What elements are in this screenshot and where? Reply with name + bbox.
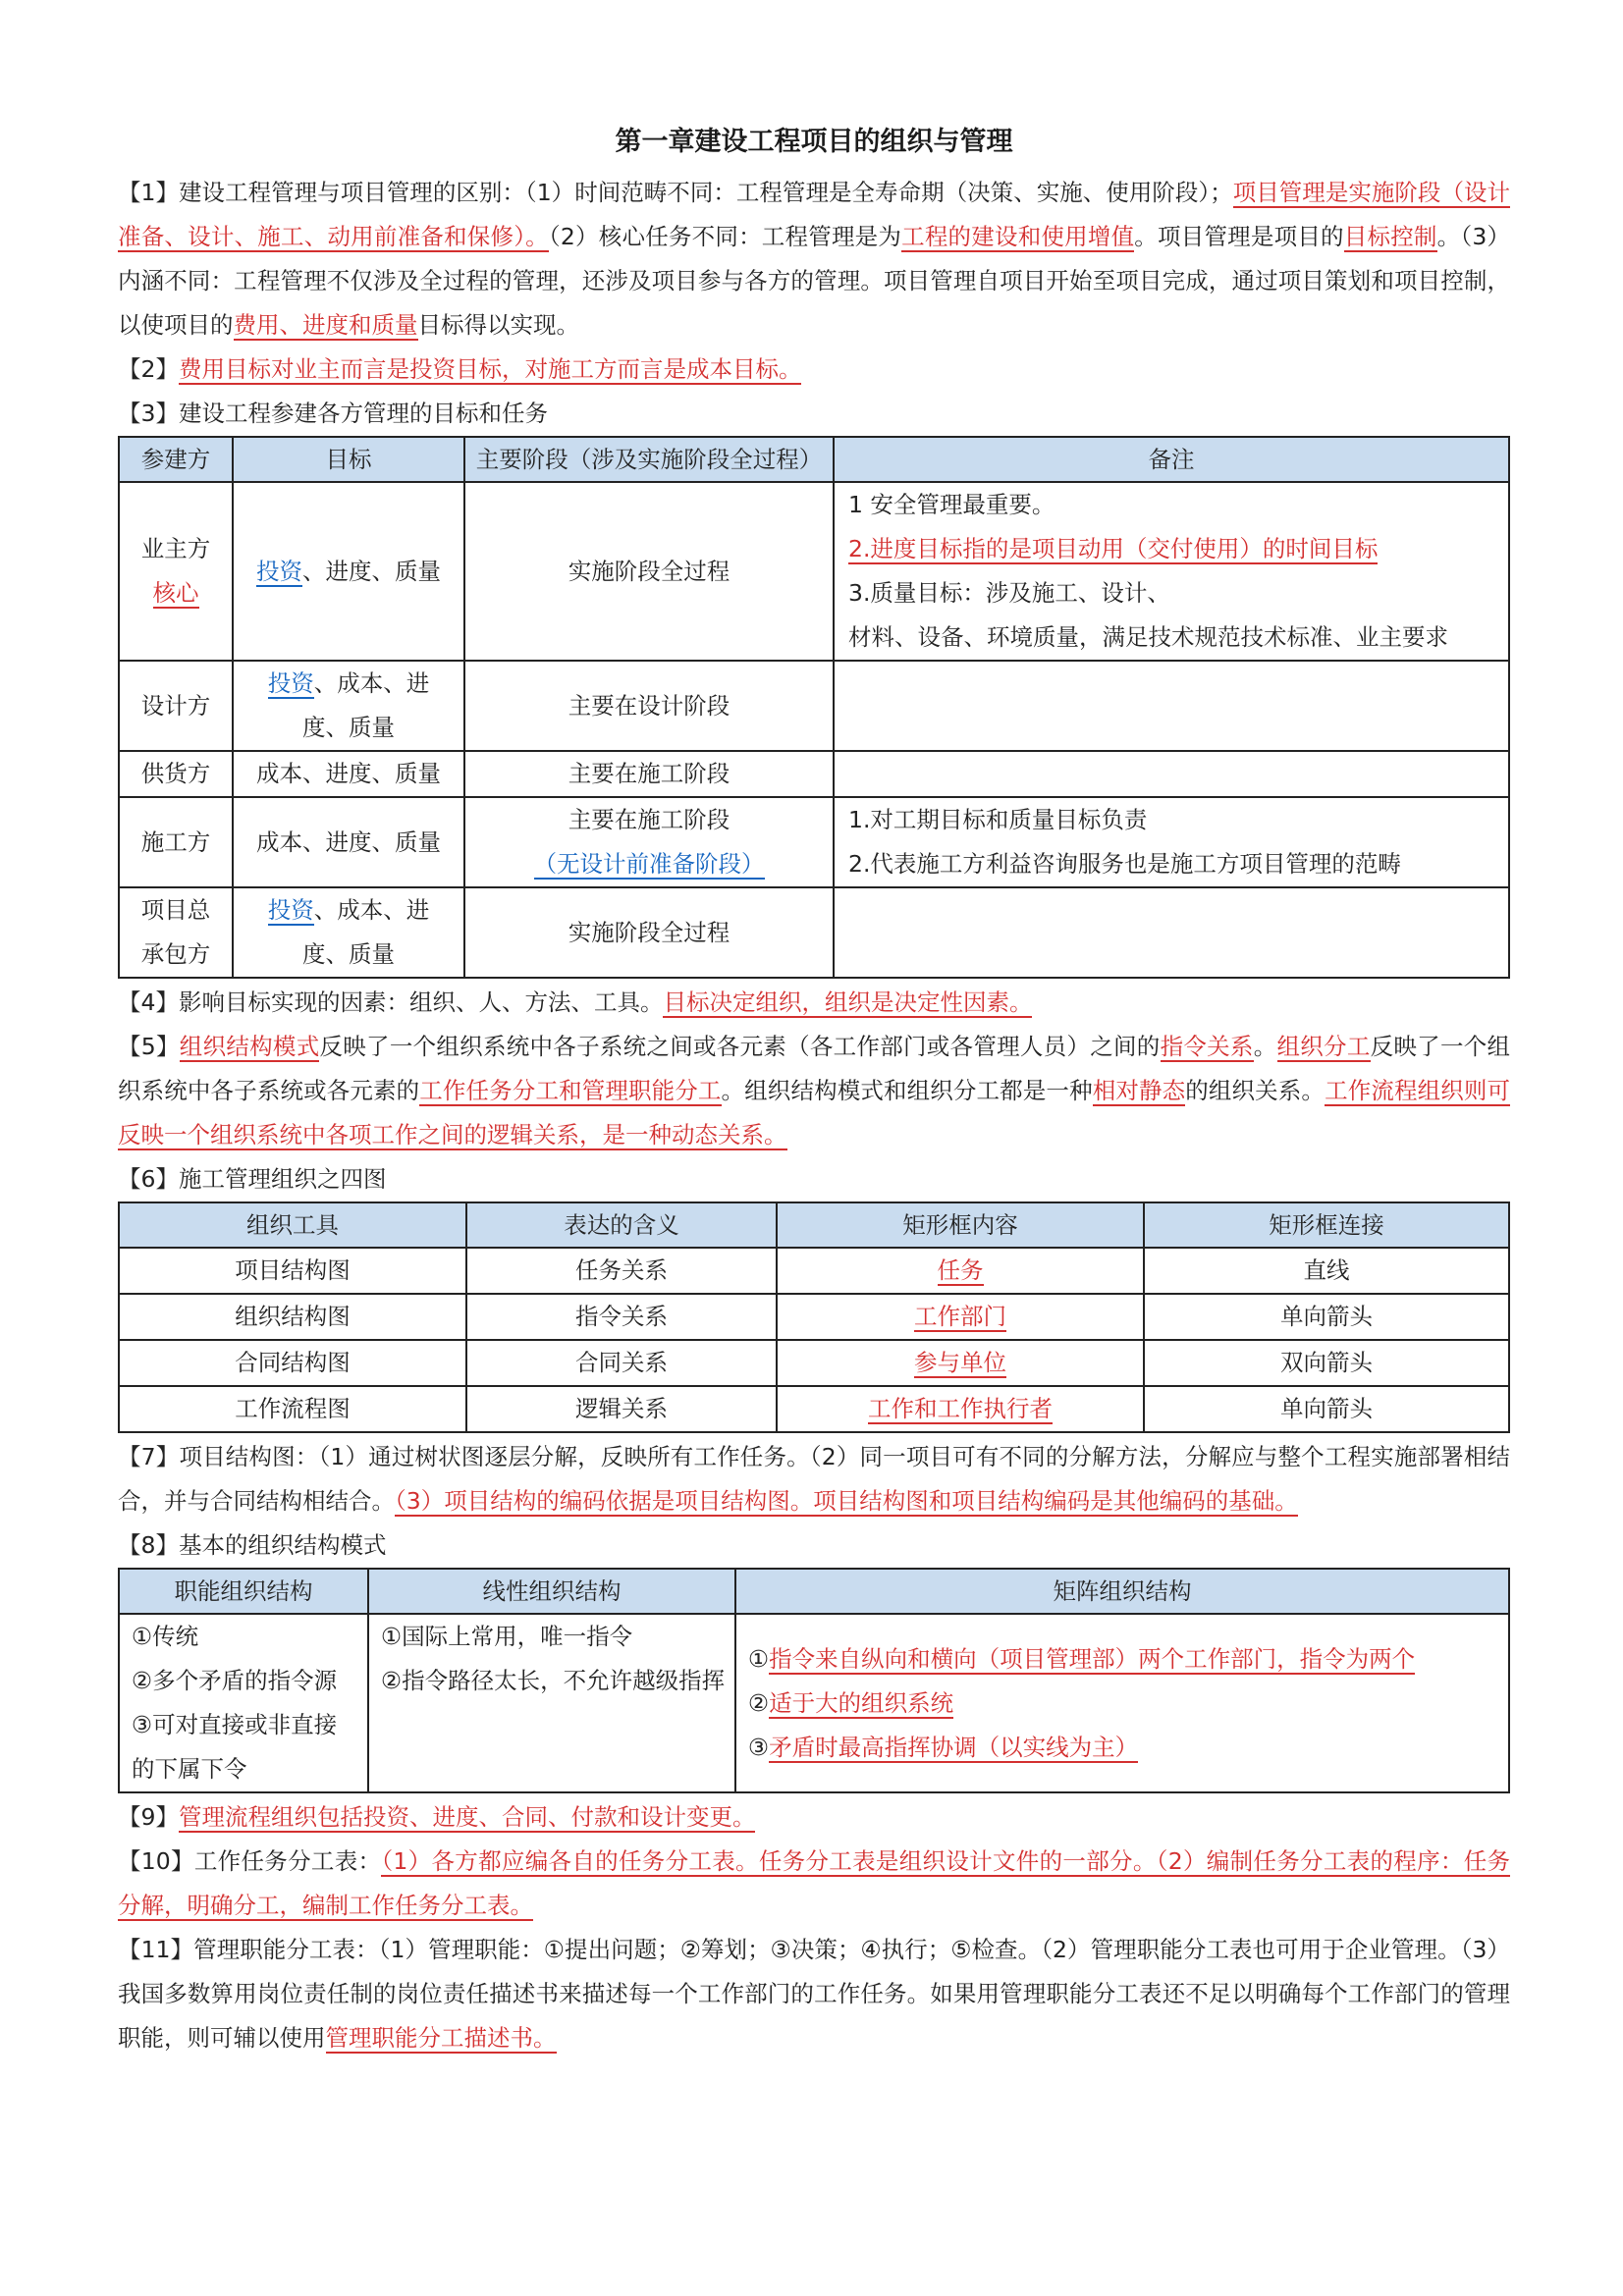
table-row (119, 797, 1509, 887)
highlight-red: 管理流程组织包括投资、进度、合同、付款和设计变更。 (178, 1803, 756, 1831)
highlight-red: 相对静态 (1092, 1077, 1186, 1104)
highlight-red: 适于大的组织系统 (769, 1688, 954, 1717)
highlight-red: 管理职能分工描述书。 (325, 2024, 557, 2052)
highlight-red: （1）各方都应编各自的任务分工表。任务分工表是组织设计文件的一部分。（2）编制任务分工表的程序：任务分解，明确分工，编制工作任务分工表。 (118, 1847, 1511, 1919)
note-line: 1.对工期目标和质量目标负责 (848, 806, 1148, 833)
highlight-red: 任务 (937, 1256, 984, 1284)
table-cell: 直线 (1144, 1248, 1509, 1294)
text: 【11】管理职能分工表：（1）管理职能：①提出问题；②筹划；③决策；④执行；⑤检查。（2）管理职能分工表也可用于企业管理。（3）我国多数箅用岗位责任制的岗位责任描述书来描述每一个工作部门的工作任务。如果用管理职能分工表还不足以明确每个工作部门的管理职能，则可辅以使用 (118, 1936, 1510, 2052)
highlight-red: 工作任务分工和管理职能分工 (419, 1077, 722, 1104)
table-cell: 单向箭头 (1144, 1386, 1509, 1432)
header-cell: 组织工具 (119, 1202, 466, 1248)
stage-cell (464, 797, 834, 887)
table-cell: 任务关系 (466, 1248, 777, 1294)
table-cell: 单向箭头 (1144, 1294, 1509, 1340)
list-item (748, 1726, 1500, 1770)
text: 、进度、质量 (302, 557, 441, 585)
text: 。组织结构模式和组织分工都是一种 (721, 1077, 1093, 1104)
paragraph-4 (118, 981, 1510, 1025)
table-cell: 指令关系 (466, 1294, 777, 1340)
text: 【5】 (118, 1033, 180, 1060)
highlight-red: 工程的建设和使用增值 (901, 223, 1135, 250)
note-cell (834, 887, 1509, 978)
text: 的组织关系。 (1185, 1077, 1325, 1104)
highlight-red: 工作和工作执行者 (868, 1395, 1053, 1422)
paragraph-7 (118, 1435, 1510, 1523)
table-cell: 工作流程图 (119, 1386, 466, 1432)
paragraph-1 (118, 171, 1510, 347)
party-cell: 项目总承包方 (119, 887, 233, 978)
highlight-blue: 投资 (267, 896, 314, 924)
text: 【4】影响目标实现的因素：组织、人、方法、工具。 (118, 988, 664, 1016)
highlight-red: 组织结构模式 (179, 1033, 320, 1060)
functional-cell (119, 1614, 368, 1792)
table-cell (777, 1386, 1144, 1432)
header-cell: 表达的含义 (466, 1202, 777, 1248)
highlight-red: 工作流程组织则可反映一个组织系统中各项工作之间的逻辑关系，是一种动态关系。 (118, 1077, 1511, 1148)
highlight-blue: （无设计前准备阶段） (533, 850, 765, 878)
list-item: ②多个矛盾的指令源 (132, 1667, 338, 1694)
header-cell: 备注 (834, 437, 1509, 482)
target-cell (233, 482, 464, 661)
table-row (119, 1386, 1509, 1432)
paragraph-10 (118, 1840, 1510, 1928)
text: 【9】 (118, 1803, 179, 1831)
table-header-row (119, 437, 1509, 482)
table-cell: 双向箭头 (1144, 1340, 1509, 1386)
note-cell (834, 797, 1509, 887)
highlight-red: （3）项目结构的编码依据是项目结构图。项目结构图和项目结构编码是其他编码的基础。 (395, 1487, 1298, 1515)
four-charts-table (118, 1201, 1510, 1433)
paragraph-9 (118, 1795, 1510, 1840)
highlight-red: 项目管理是实施阶段（设计准备、设计、施工、动用前准备和保修）。 (118, 179, 1511, 250)
note-cell (834, 751, 1509, 797)
highlight-red: 指令来自纵向和横向（项目管理部）两个工作部门，指令为两个 (769, 1644, 1416, 1673)
paragraph-6: 【6】施工管理组织之四图 (118, 1165, 387, 1193)
table-cell (777, 1248, 1144, 1294)
text: （2）核心任务不同：工程管理是为 (548, 223, 902, 250)
header-cell: 线性组织结构 (368, 1569, 735, 1614)
matrix-cell (735, 1614, 1509, 1792)
list-item: ①传统 (132, 1623, 199, 1650)
list-item: ③可对直接或非直接的下属下令 (132, 1711, 338, 1783)
paragraph-8: 【8】基本的组织结构模式 (118, 1531, 387, 1559)
table-row (119, 1294, 1509, 1340)
text: 【7】项目结构图：（1）通过树状图逐层分解，反映所有工作任务。（2）同一项目可有不同的分解方法，分解应与整个工程实施部署相结合，并与合同结构相结合。 (118, 1443, 1510, 1515)
header-cell: 主要阶段（涉及实施阶段全过程） (464, 437, 834, 482)
table-cell: 逻辑关系 (466, 1386, 777, 1432)
list-item (748, 1637, 1500, 1682)
stage-cell: 实施阶段全过程 (464, 482, 834, 661)
table-cell: 项目结构图 (119, 1248, 466, 1294)
note-line: 1 安全管理最重要。 (848, 491, 1055, 518)
highlight-red: 工作部门 (914, 1303, 1006, 1330)
table-cell: 合同结构图 (119, 1340, 466, 1386)
header-cell: 矩形框内容 (777, 1202, 1144, 1248)
highlight-red: 矛盾时最高指挥协调（以实线为主） (769, 1733, 1139, 1761)
table-cell: 组织结构图 (119, 1294, 466, 1340)
header-cell: 矩阵组织结构 (735, 1569, 1509, 1614)
text: 。（3）内涵不同：工程管理不仅涉及全过程的管理，还涉及项目参与各方的管理。项目管理自项目开始至项目完成，通过项目策划和项目控制，以使项目的 (118, 223, 1510, 339)
table-header-row (119, 1202, 1509, 1248)
text: ③ (748, 1733, 770, 1761)
highlight-red: 费用、进度和质量 (233, 311, 418, 339)
paragraph-5 (118, 1025, 1510, 1157)
header-cell: 矩形框连接 (1144, 1202, 1509, 1248)
text: 、成本、进度、质量 (302, 896, 430, 968)
highlight-red: 费用目标对业主而言是投资目标，对施工方而言是成本目标。 (178, 355, 802, 383)
table-cell (777, 1340, 1144, 1386)
target-cell: 成本、进度、质量 (233, 797, 464, 887)
table-row (119, 887, 1509, 978)
text: ② (748, 1688, 770, 1717)
header-cell: 职能组织结构 (119, 1569, 368, 1614)
highlight-blue: 投资 (267, 669, 314, 697)
list-item: ②指令路径太长，不允许越级指挥 (381, 1667, 726, 1694)
text: 【2】 (118, 355, 179, 383)
stage-cell: 主要在设计阶段 (464, 661, 834, 751)
header-cell: 目标 (233, 437, 464, 482)
text: 。项目管理是项目的 (1134, 223, 1344, 250)
text: 反映了一个组织系统中各子系统之间或各元素（各工作部门或各管理人员）之间的 (319, 1033, 1161, 1060)
party-cell (119, 482, 233, 661)
party-cell: 施工方 (119, 797, 233, 887)
target-cell (233, 661, 464, 751)
header-cell: 参建方 (119, 437, 233, 482)
stage-line: 主要在施工阶段 (568, 806, 730, 833)
participants-table (118, 436, 1510, 979)
list-item (748, 1682, 1500, 1726)
stage-cell: 主要在施工阶段 (464, 751, 834, 797)
text: 【10】工作任务分工表： (118, 1847, 382, 1875)
text: ① (748, 1644, 770, 1673)
highlight-red: 目标决定组织，组织是决定性因素。 (663, 988, 1033, 1016)
paragraph-2 (118, 347, 1510, 392)
table-row (119, 661, 1509, 751)
note-line: 3.质量目标：涉及施工、设计、 (848, 579, 1170, 607)
table-row (119, 751, 1509, 797)
linear-cell (368, 1614, 735, 1792)
party-name: 业主方 (140, 535, 211, 562)
table-row (119, 1340, 1509, 1386)
highlight-blue: 投资 (256, 557, 302, 585)
target-cell (233, 887, 464, 978)
page-title: 第一章建设工程项目的组织与管理 (615, 127, 1013, 157)
text: 反映了一个组织系统中各子系统或各元素的 (118, 1033, 1511, 1104)
text: 。 (1253, 1033, 1277, 1060)
highlight-red: 核心 (152, 579, 199, 607)
party-cell: 设计方 (119, 661, 233, 751)
stage-cell: 实施阶段全过程 (464, 887, 834, 978)
highlight-red: 目标控制 (1343, 223, 1437, 250)
table-row (119, 482, 1509, 661)
table-cell (777, 1294, 1144, 1340)
text: 【1】建设工程管理与项目管理的区别：（1）时间范畴不同：工程管理是全寿命期（决策、实施、使用阶段）； (118, 179, 1233, 206)
target-cell: 成本、进度、质量 (233, 751, 464, 797)
table-cell: 合同关系 (466, 1340, 777, 1386)
paragraph-3: 【3】建设工程参建各方管理的目标和任务 (118, 400, 548, 427)
highlight-red: 2.进度目标指的是项目动用（交付使用）的时间目标 (848, 535, 1379, 562)
table-row (119, 1248, 1509, 1294)
table-header-row (119, 1569, 1509, 1614)
list-item: ①国际上常用，唯一指令 (381, 1623, 633, 1650)
highlight-red: 指令关系 (1160, 1033, 1254, 1060)
highlight-red: 参与单位 (914, 1349, 1006, 1376)
highlight-red: 组织分工 (1276, 1033, 1371, 1060)
party-cell: 供货方 (119, 751, 233, 797)
note-line: 材料、设备、环境质量，满足技术规范技术标准、业主要求 (848, 623, 1448, 651)
note-cell (834, 482, 1509, 661)
text: 、成本、进度、质量 (302, 669, 430, 741)
org-structure-table (118, 1568, 1510, 1793)
note-line: 2.代表施工方利益咨询服务也是施工方项目管理的范畴 (848, 850, 1401, 878)
table-row (119, 1614, 1509, 1792)
paragraph-11 (118, 1928, 1510, 2060)
text: 目标得以实现。 (417, 311, 579, 339)
note-cell (834, 661, 1509, 751)
